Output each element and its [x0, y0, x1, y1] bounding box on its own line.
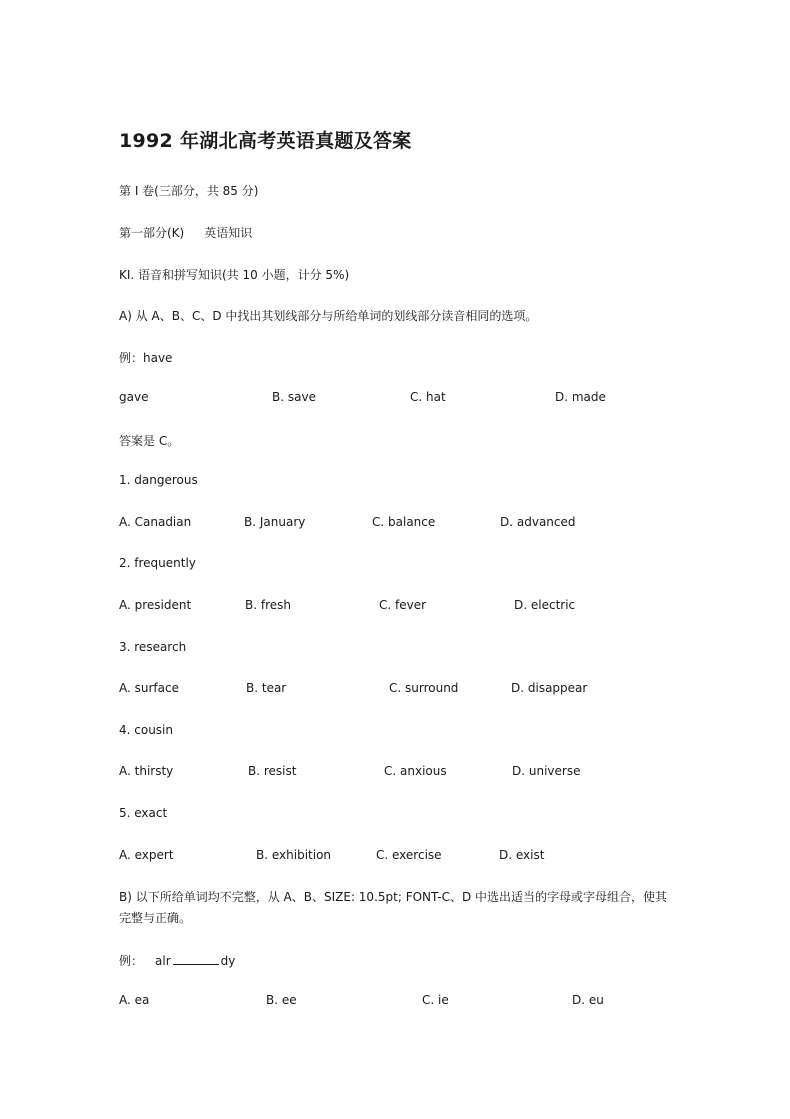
example-option: gave: [119, 390, 149, 404]
question-options: [0, 681, 790, 697]
option-c: C. fever: [379, 598, 427, 612]
option-a: A. thirsty: [119, 764, 174, 778]
example-options: [0, 390, 790, 406]
volume-heading: 第 I 卷(三部分，共 85 分): [119, 184, 259, 198]
question-stem: 3. research: [119, 640, 187, 654]
option-b: B. fresh: [245, 598, 291, 612]
example-b-label: 例：: [119, 954, 144, 968]
option-b: B. resist: [248, 764, 297, 778]
option-a: A. president: [119, 598, 192, 612]
page-title: 1992 年湖北高考英语真题及答案: [119, 130, 412, 152]
question-stem: 2. frequently: [119, 556, 196, 570]
option-c: C. balance: [372, 515, 436, 529]
question-options: [0, 848, 790, 864]
example-option: B. save: [272, 390, 316, 404]
example-b-prefix: alr: [155, 954, 171, 968]
question-stem: 5. exact: [119, 806, 168, 820]
option-b: B. January: [244, 515, 306, 529]
option-c: C. anxious: [384, 764, 447, 778]
option-a: A. ea: [119, 993, 150, 1007]
option-a: A. surface: [119, 681, 179, 695]
option-b: B. ee: [266, 993, 297, 1007]
question-options: [0, 764, 790, 780]
option-b: B. tear: [246, 681, 287, 695]
part-heading: [119, 224, 252, 241]
option-a: A. Canadian: [119, 515, 192, 529]
example-b-suffix: dy: [220, 954, 236, 968]
instruction-a: A) 从 A、B、C、D 中找出其划线部分与所给单词的划线部分读音相同的选项。: [119, 309, 538, 323]
example-b-options: [0, 993, 790, 1009]
option-d: D. disappear: [511, 681, 588, 695]
blank-line: [173, 953, 219, 965]
part-label: 第一部分(K): [119, 226, 185, 240]
example-option: C. hat: [410, 390, 446, 404]
question-stem: 4. cousin: [119, 723, 173, 737]
option-d: D. eu: [572, 993, 604, 1007]
example-option: D. made: [555, 390, 606, 404]
instruction-b: B) 以下所给单词均不完整，从 A、B、SIZE: 10.5pt; FONT-C、D 中选出适当的字母或字母组合，使其完整与正确。: [119, 890, 668, 925]
section-heading: KI. 语音和拼写知识(共 10 小题，计分 5%): [119, 268, 350, 282]
option-b: B. exhibition: [256, 848, 332, 862]
example-label: 例：have: [119, 351, 173, 365]
option-c: C. ie: [422, 993, 449, 1007]
option-d: D. universe: [512, 764, 581, 778]
question-stem: 1. dangerous: [119, 473, 198, 487]
option-d: D. advanced: [500, 515, 576, 529]
example-b: [119, 952, 235, 969]
part-name: 英语知识: [204, 226, 253, 240]
option-d: D. electric: [514, 598, 576, 612]
option-c: C. exercise: [376, 848, 442, 862]
option-a: A. expert: [119, 848, 174, 862]
question-options: [0, 598, 790, 614]
question-options: [0, 515, 790, 531]
option-c: C. surround: [389, 681, 459, 695]
example-answer: 答案是 C。: [119, 434, 180, 448]
option-d: D. exist: [499, 848, 545, 862]
